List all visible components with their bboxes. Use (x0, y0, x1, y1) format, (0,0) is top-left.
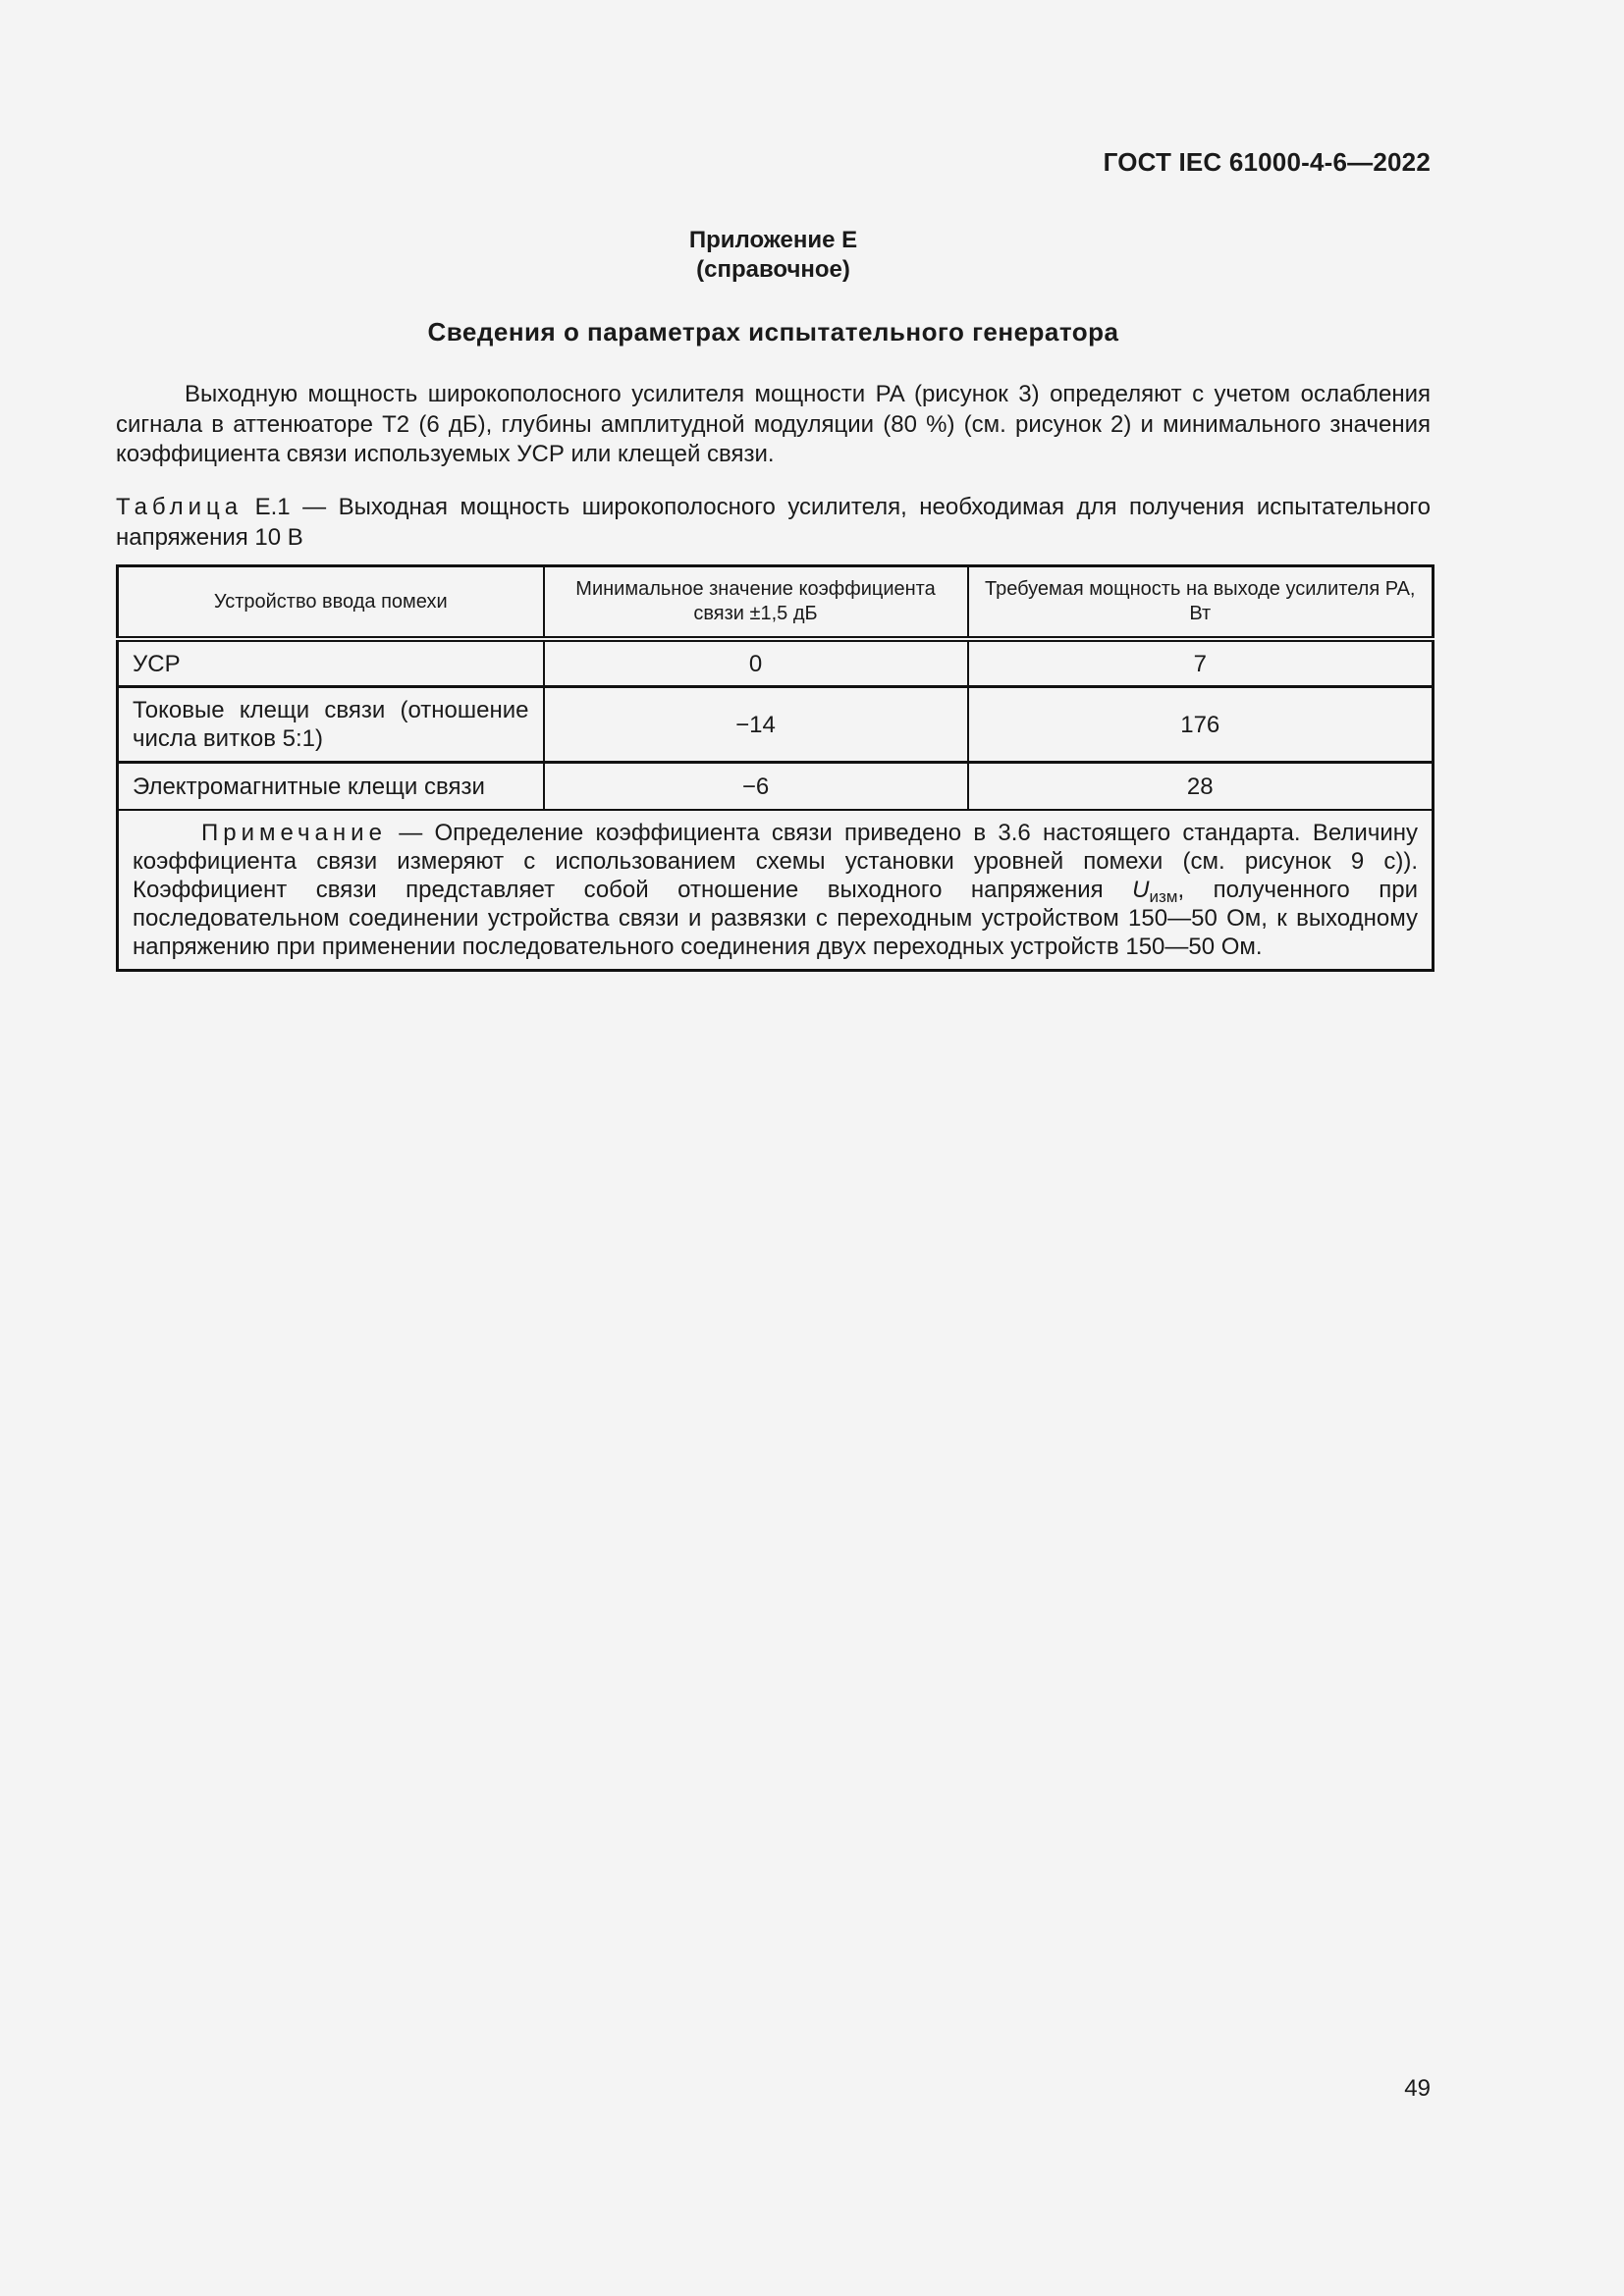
header-device: Устройство ввода помехи (118, 566, 544, 640)
cell-device: Электромагнитные клещи связи (118, 763, 544, 811)
table-row (118, 763, 1434, 811)
note-text-before: Определение коэффициента связи приведено в 3.6 настоящего стандарта. Величину коэффициента связи измеряют с использованием схемы установки уровней помехи (см. рисунок 9 c)). Коэффициент связи представляет собой отношение выходного напряжения (133, 820, 1418, 903)
note-text-after: , полученного при последовательном соединении устройства связи и развязки с переходным устройством 150—50 Ом, к выходному напряжению при применении последовательного соединения двух переходных устройств 150—50 Ом. (133, 877, 1418, 960)
note-symbol: U (1132, 877, 1150, 903)
note-label: Примечание (201, 820, 387, 846)
cell-device: УСР (118, 639, 544, 687)
cell-power: 28 (968, 763, 1434, 811)
table-note (118, 810, 1434, 971)
cell-coupling: 0 (544, 639, 968, 687)
intro-paragraph: Выходную мощность широкополосного усилителя мощности PA (рисунок 3) определяют с учетом ослабления сигнала в аттенюаторе T2 (6 дБ), глубины амплитудной модуляции (80 %) (см. рисунок 2) и минимального значения коэффициента связи используемых УСР или клещей связи. (116, 381, 1431, 467)
table-header-row (118, 566, 1434, 640)
table-note-row (118, 810, 1434, 971)
cell-coupling: −6 (544, 763, 968, 811)
cell-power: 176 (968, 687, 1434, 763)
table-caption-label: Таблица (116, 494, 244, 520)
standard-id-header: ГОСТ IEC 61000-4-6—2022 (1103, 147, 1431, 177)
appendix-heading (0, 226, 1546, 285)
note-symbol-sub: изм (1149, 887, 1178, 906)
header-coupling: Минимальное значение коэффициента связи ±1,5 дБ (544, 566, 968, 640)
table-caption-text: Е.1 — Выходная мощность широкополосного усилителя, необходимая для получения испытательного напряжения 10 В (116, 494, 1431, 551)
note-dash: — (399, 820, 423, 846)
header-power: Требуемая мощность на выходе усилителя PA, Вт (968, 566, 1434, 640)
cell-device: Токовые клещи связи (отношение числа витков 5:1) (118, 687, 544, 763)
cell-coupling: −14 (544, 687, 968, 763)
table-row (118, 687, 1434, 763)
section-title: Сведения о параметрах испытательного генератора (427, 317, 1119, 347)
appendix-title: Приложение Е (688, 227, 858, 253)
table-caption (116, 493, 1431, 553)
coupling-table (116, 564, 1435, 972)
table-row (118, 639, 1434, 687)
cell-power: 7 (968, 639, 1434, 687)
appendix-kind: (справочное) (696, 256, 850, 283)
page-number: 49 (1404, 2075, 1431, 2102)
